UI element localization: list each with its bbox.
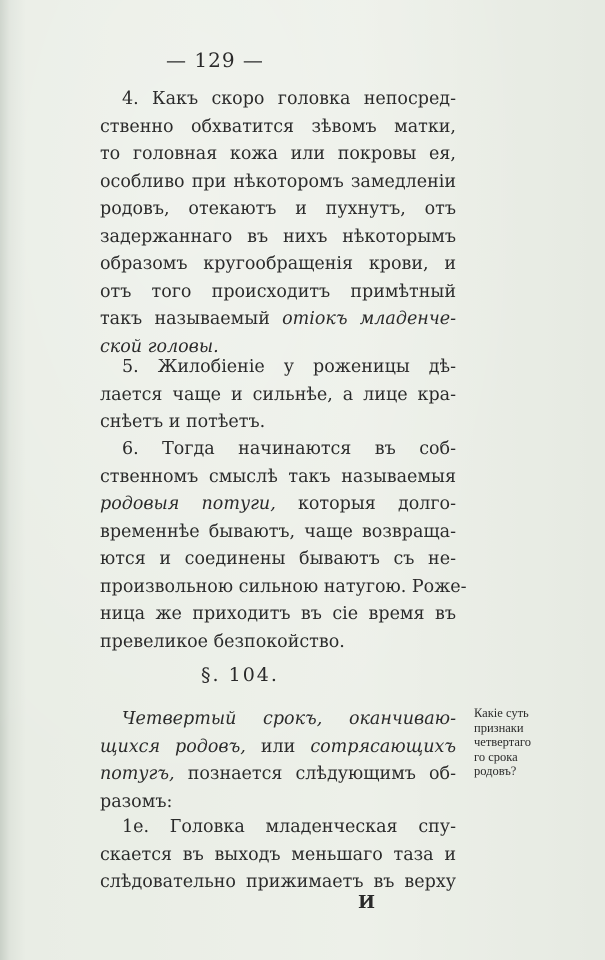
text-line: особливо при нѣкоторомъ замедленіи (100, 171, 456, 192)
text-line: 6. Тогда начинаются въ соб- (122, 439, 456, 459)
text-line: ственномъ смыслѣ такъ называемыя (100, 466, 456, 487)
margin-note-line: Какiе суть (474, 706, 529, 720)
text-segment: такъ называемый (100, 309, 270, 329)
text-line: 1е. Головка младенческая спу- (122, 817, 456, 837)
italic-term: щихся родовъ, (100, 736, 246, 757)
text-line: образомъ кругообращенія крови, и (100, 254, 456, 274)
text-line: разомъ: (100, 791, 173, 812)
text-line: ственно обхватится зѣвомъ матки, (100, 116, 456, 137)
margin-note-line: признаки (474, 720, 524, 735)
section-paragraph (100, 706, 456, 816)
signature-mark: И (358, 892, 376, 913)
text-segment: или (260, 736, 296, 757)
text-line: ются и соединены бываютъ съ не- (100, 549, 456, 569)
italic-term: сотрясающихъ (310, 736, 456, 757)
margin-note-line: го срока (474, 749, 518, 764)
text-line (100, 306, 456, 334)
text-line: ница же приходитъ въ сіе время въ (100, 604, 456, 624)
paragraph-4 (100, 86, 456, 361)
text-line: родовъ, отекаютъ и пухнутъ, отъ (100, 199, 456, 219)
text-line: скается въ выходъ меньшаго таза и (100, 844, 456, 865)
text-segment: познается слѣдующимъ об- (187, 764, 456, 784)
text-line (100, 491, 456, 519)
italic-term: родовыя потуги, (100, 494, 276, 514)
margin-note (474, 706, 594, 779)
text-line (100, 761, 456, 789)
italic-term: Четвертый срокъ, оканчиваю- (122, 709, 456, 729)
paragraph-1e (100, 814, 456, 897)
text-line: произвольною сильною натугою. Роже- (100, 576, 467, 597)
text-line: 4. Какъ скоро головка непосред- (122, 89, 456, 109)
text-line: снѣетъ и потѣетъ. (100, 412, 266, 432)
text-line: то головная кожа или покровы ея, (100, 144, 456, 164)
text-line: временнѣе бываютъ, чаще возвраща- (100, 521, 456, 542)
margin-note-line: родовъ? (474, 764, 517, 778)
paragraph-5 (100, 354, 456, 437)
italic-term: потугъ, (100, 764, 175, 784)
italic-term: отiокъ младенче- (282, 309, 456, 329)
text-line: задержаннаго въ нихъ нѣкоторымъ (100, 226, 456, 247)
italic-term: ской головы. (100, 336, 219, 357)
text-line (100, 734, 456, 762)
paragraph-6 (100, 436, 467, 656)
text-line: 5. Жилобіеніе у роженицы дѣ- (122, 357, 456, 377)
text-line: слѣдовательно прижимаетъ въ верху (100, 872, 456, 892)
text-segment: которыя долго- (297, 494, 456, 514)
text-line: превеликое безпокойство. (100, 631, 345, 652)
text-line: отъ того происходитъ примѣтный (100, 281, 456, 302)
text-line: лается чаще и сильнѣе, а лице кра- (100, 384, 456, 405)
margin-note-line: четвертаго (474, 735, 531, 749)
section-heading: §. 104. (201, 664, 279, 686)
page-number: — 129 — (166, 48, 264, 72)
